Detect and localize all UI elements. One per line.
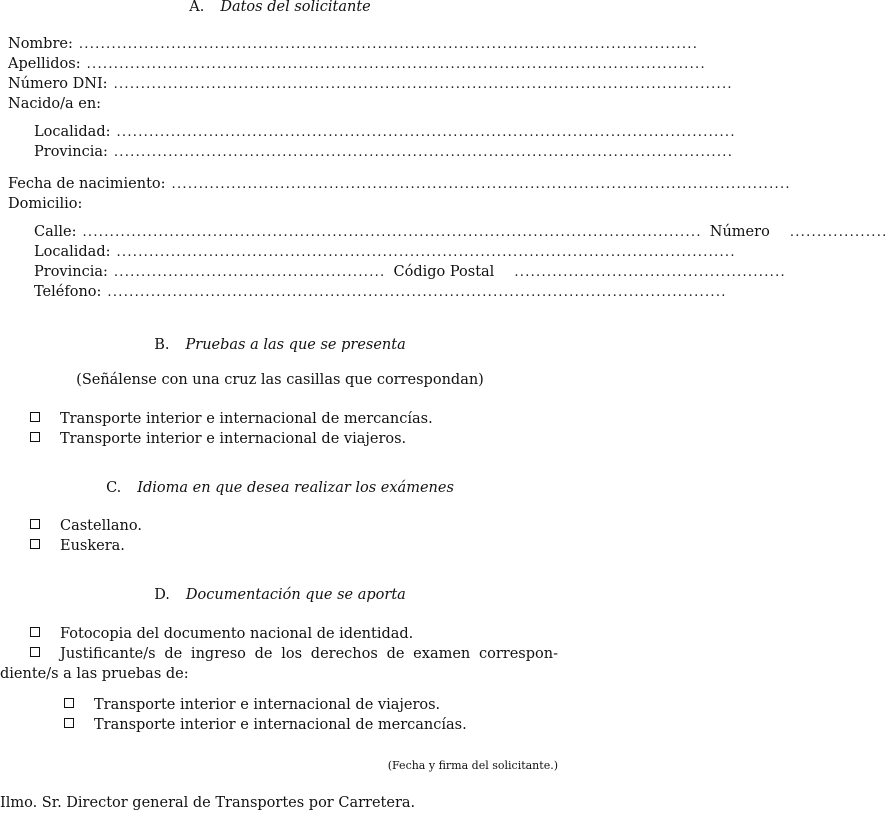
nacimiento-localidad-label: Localidad:	[34, 124, 111, 140]
checkbox-mercancias[interactable]	[30, 412, 40, 422]
section-d-title: Documentación que se aporta	[185, 587, 406, 603]
nacimiento-provincia-label: Provincia:	[34, 144, 108, 160]
apellidos-label: Apellidos:	[8, 56, 81, 72]
addressee: Ilmo. Sr. Director general de Transportes por Carretera.	[0, 795, 416, 811]
checkbox-euskera[interactable]	[30, 539, 40, 549]
section-a-heading	[0, 0, 560, 17]
option-castellano: Castellano.	[60, 518, 142, 534]
domicilio-provincia-fill-line[interactable]: ..................................................	[113, 265, 386, 280]
option-mercancias: Transporte interior e internacional de mercancías.	[60, 411, 433, 427]
apellidos-fill-line[interactable]: ..................................................................................................................	[86, 57, 706, 72]
nombre-field[interactable]	[8, 34, 699, 55]
checkbox-justificante[interactable]	[30, 647, 40, 657]
provincia-cp-field[interactable]	[34, 262, 786, 283]
sub-option-viajeros: Transporte interior e internacional de viajeros.	[94, 697, 441, 713]
domicilio-provincia-label: Provincia:	[34, 264, 108, 280]
apellidos-field[interactable]	[8, 54, 706, 75]
domicilio-localidad-fill-line[interactable]: ..................................................................................................................	[116, 245, 736, 260]
nombre-fill-line[interactable]: ..................................................................................................................	[78, 37, 699, 52]
numero-fill-line[interactable]: ..................	[789, 225, 888, 240]
sub-option-mercancias: Transporte interior e internacional de mercancías.	[94, 717, 467, 733]
dni-fill-line[interactable]: ..................................................................................................................	[113, 77, 733, 92]
telefono-field[interactable]	[34, 282, 727, 303]
nacido-label: Nacido/a en:	[8, 96, 102, 112]
section-a-letter: A.	[189, 0, 205, 15]
section-c-heading	[0, 478, 560, 498]
option-justificante-line1: Justificante/s de ingreso de los derechos de examen correspon-	[60, 646, 558, 662]
option-euskera: Euskera.	[60, 538, 125, 554]
telefono-fill-line[interactable]: ..................................................................................................................	[107, 285, 727, 300]
checkbox-viajeros[interactable]	[30, 432, 40, 442]
section-a-title: Datos del solicitante	[220, 0, 371, 15]
dni-label: Número DNI:	[8, 76, 108, 92]
section-c-letter: C.	[106, 480, 122, 496]
section-b-title: Pruebas a las que se presenta	[185, 337, 406, 353]
calle-fill-line[interactable]: ..................................................................................................................	[82, 225, 702, 240]
calle-label: Calle:	[34, 224, 77, 240]
checkbox-castellano[interactable]	[30, 519, 40, 529]
option-justificante-line2: diente/s a las pruebas de:	[0, 666, 189, 682]
option-fotocopia-dni: Fotocopia del documento nacional de identidad.	[60, 626, 414, 642]
nombre-label: Nombre:	[8, 36, 73, 52]
codigo-postal-fill-line[interactable]: ..................................................	[514, 265, 786, 280]
calle-numero-field[interactable]	[34, 222, 888, 243]
nacimiento-provincia-fill-line[interactable]: ..................................................................................................................	[113, 145, 734, 160]
domicilio-label: Domicilio:	[8, 196, 83, 212]
section-b-heading	[0, 335, 560, 355]
checkbox-sub-viajeros[interactable]	[64, 698, 74, 708]
section-b-letter: B.	[154, 337, 170, 353]
signature-note: (Fecha y firma del solicitante.)	[387, 759, 558, 772]
option-viajeros: Transporte interior e internacional de viajeros.	[60, 431, 407, 447]
nacimiento-provincia-field[interactable]	[34, 142, 734, 163]
section-d-heading	[0, 585, 560, 605]
section-b-instruction: (Señálense con una cruz las casillas que correspondan)	[76, 372, 484, 388]
fecha-nacimiento-fill-line[interactable]: ..................................................................................................................	[171, 177, 791, 192]
fecha-nacimiento-label: Fecha de nacimiento:	[8, 176, 166, 192]
dni-field[interactable]	[8, 74, 733, 95]
domicilio-localidad-label: Localidad:	[34, 244, 111, 260]
codigo-postal-label: Código Postal	[393, 264, 495, 280]
checkbox-fotocopia-dni[interactable]	[30, 627, 40, 637]
checkbox-sub-mercancias[interactable]	[64, 718, 74, 728]
numero-label: Número	[709, 224, 770, 240]
section-c-title: Idioma en que desea realizar los exámenes	[137, 480, 454, 496]
telefono-label: Teléfono:	[34, 284, 102, 300]
nacimiento-localidad-fill-line[interactable]: ..................................................................................................................	[116, 125, 736, 140]
domicilio-localidad-field[interactable]	[34, 242, 736, 263]
nacimiento-localidad-field[interactable]	[34, 122, 736, 143]
fecha-nacimiento-field[interactable]	[8, 174, 791, 195]
section-d-letter: D.	[154, 587, 170, 603]
